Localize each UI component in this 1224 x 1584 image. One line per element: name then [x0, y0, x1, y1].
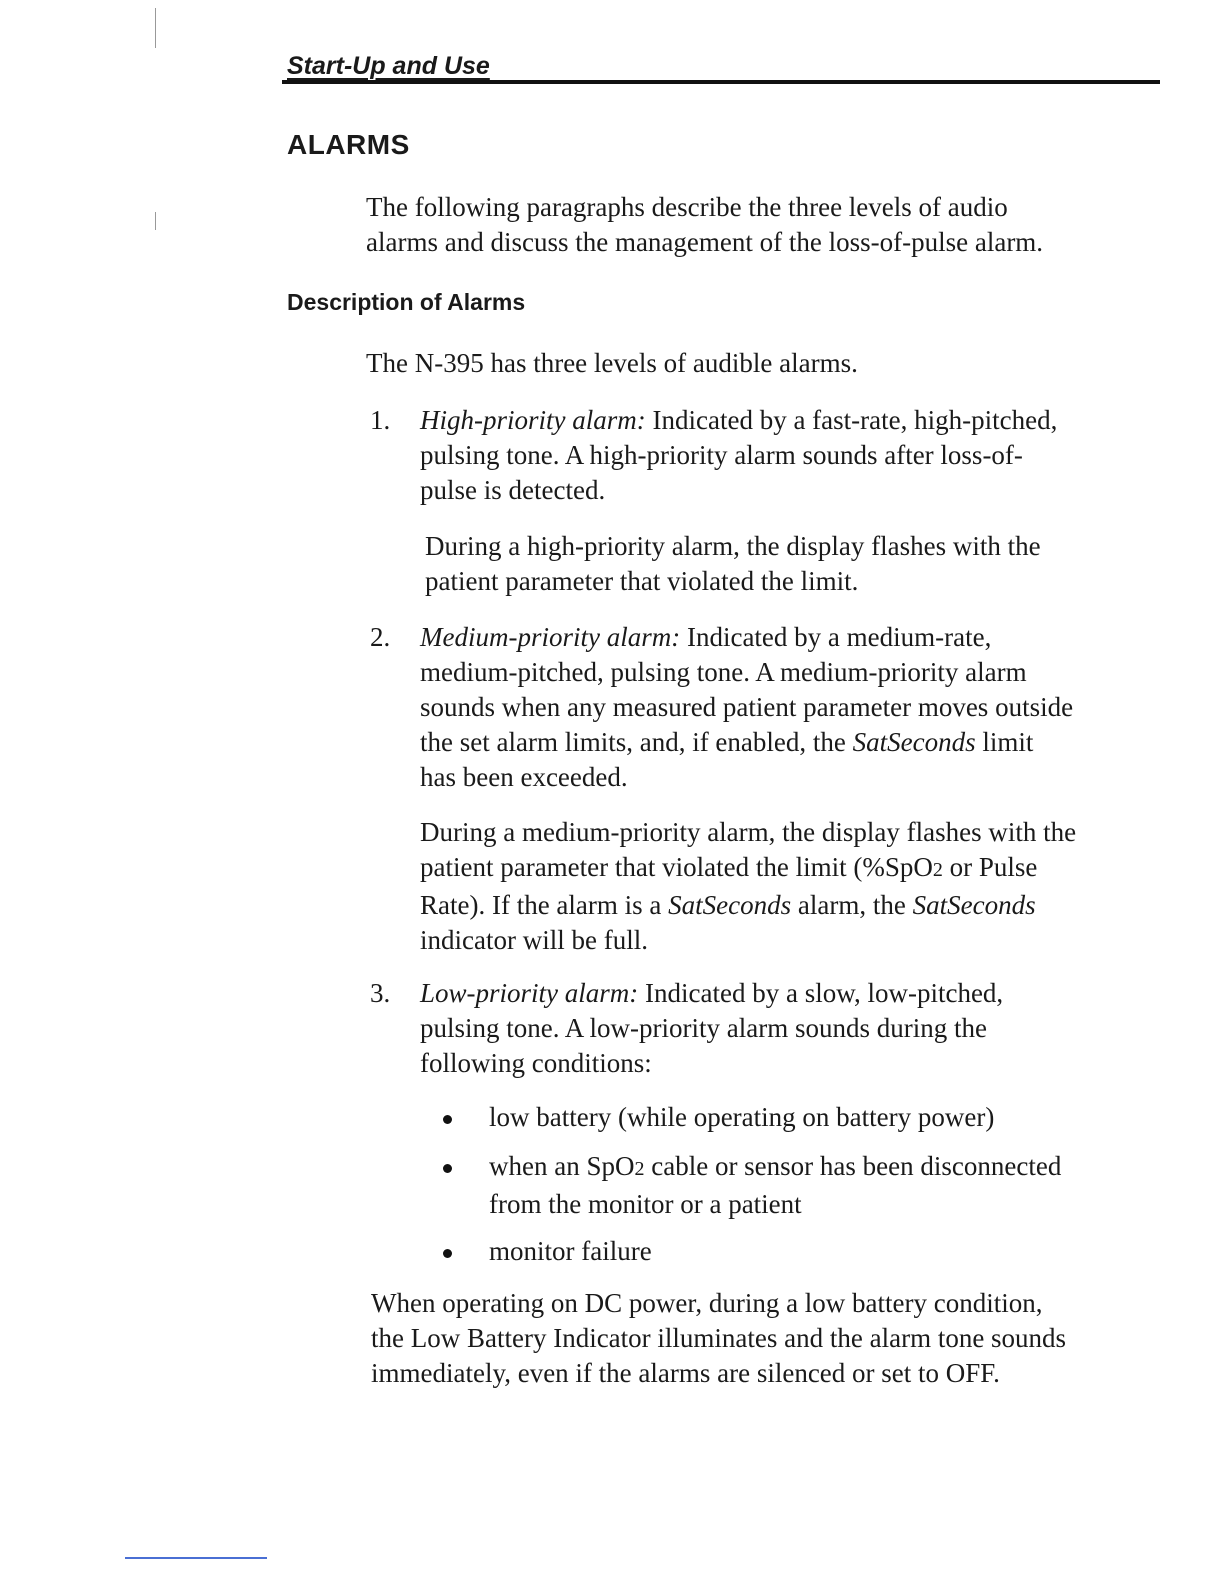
list-number: 3.: [370, 978, 391, 1008]
list-item-low-priority: [420, 976, 1003, 1081]
bullet-item: low battery (while operating on battery power): [489, 1102, 995, 1132]
list-item-medium-priority: [420, 620, 1073, 795]
bullet-icon: [443, 1115, 452, 1124]
note-text: Rate). If the alarm is a: [420, 890, 669, 920]
bullet-subscript: 2: [634, 1158, 645, 1180]
header-rule: [282, 80, 1160, 84]
note-text-em: SatSeconds: [668, 890, 792, 920]
note-text: or Pulse: [942, 852, 1038, 882]
bullet-icon: [443, 1249, 452, 1258]
intro-paragraph: [366, 190, 1043, 260]
item-text: the set alarm limits, and, if enabled, the: [420, 727, 853, 757]
bullet-icon: [443, 1164, 452, 1173]
item-text-em: SatSeconds: [852, 727, 976, 757]
intro-line: The following paragraphs describe the three levels of audio: [366, 192, 1008, 222]
item-note: [425, 529, 1041, 599]
closing-line: immediately, even if the alarms are silenced or set to OFF.: [371, 1358, 1000, 1388]
item-text: Indicated by a slow, low-pitched,: [638, 978, 1004, 1008]
intro-line: alarms and discuss the management of the loss-of-pulse alarm.: [366, 227, 1044, 257]
closing-line: the Low Battery Indicator illuminates and the alarm tone sounds: [371, 1323, 1067, 1353]
item-text: pulsing tone. A high-priority alarm sounds after loss-of-: [420, 440, 1023, 470]
note-line: During a medium-priority alarm, the display flashes with the: [420, 817, 1077, 847]
bullet-text: when an SpO: [489, 1151, 635, 1181]
lead-sentence: The N-395 has three levels of audible alarms.: [366, 348, 858, 378]
list-number: 1.: [370, 405, 391, 435]
closing-line: When operating on DC power, during a low battery condition,: [371, 1288, 1043, 1318]
scan-mark: [155, 212, 156, 230]
item-note: [420, 815, 1076, 958]
bullet-text: cable or sensor has been disconnected: [644, 1151, 1062, 1181]
note-text: patient parameter that violated the limit (%SpO: [420, 852, 933, 882]
item-text: Indicated by a medium-rate,: [680, 622, 992, 652]
item-text: sounds when any measured patient parameter moves outside: [420, 692, 1074, 722]
item-text: has been exceeded.: [420, 762, 628, 792]
list-item-high-priority: [420, 403, 1057, 508]
item-text: pulse is detected.: [420, 475, 606, 505]
item-text: following conditions:: [420, 1048, 652, 1078]
bullet-item: [489, 1149, 1061, 1222]
footer-line: [125, 1557, 267, 1559]
scan-mark: [155, 8, 156, 48]
list-number: 2.: [370, 622, 391, 652]
bullet-item: monitor failure: [489, 1236, 652, 1266]
item-text: limit: [975, 727, 1034, 757]
bullet-text: from the monitor or a patient: [489, 1189, 802, 1219]
item-label: Medium-priority alarm:: [420, 622, 681, 652]
item-text: Indicated by a fast-rate, high-pitched,: [645, 405, 1058, 435]
note-line: patient parameter that violated the limit.: [425, 566, 859, 596]
item-label: High-priority alarm:: [420, 405, 646, 435]
note-line: indicator will be full.: [420, 925, 648, 955]
running-head: Start-Up and Use: [287, 52, 490, 80]
note-text: alarm, the: [791, 890, 913, 920]
note-line: During a high-priority alarm, the display flashes with the: [425, 531, 1041, 561]
closing-paragraph: [371, 1286, 1066, 1391]
item-text: medium-pitched, pulsing tone. A medium-priority alarm: [420, 657, 1027, 687]
item-label: Low-priority alarm:: [420, 978, 639, 1008]
section-title: ALARMS: [287, 129, 410, 160]
item-text: pulsing tone. A low-priority alarm sounds during the: [420, 1013, 987, 1043]
subsection-heading: Description of Alarms: [287, 289, 526, 315]
note-subscript: 2: [932, 859, 943, 881]
note-text-em: SatSeconds: [912, 890, 1036, 920]
